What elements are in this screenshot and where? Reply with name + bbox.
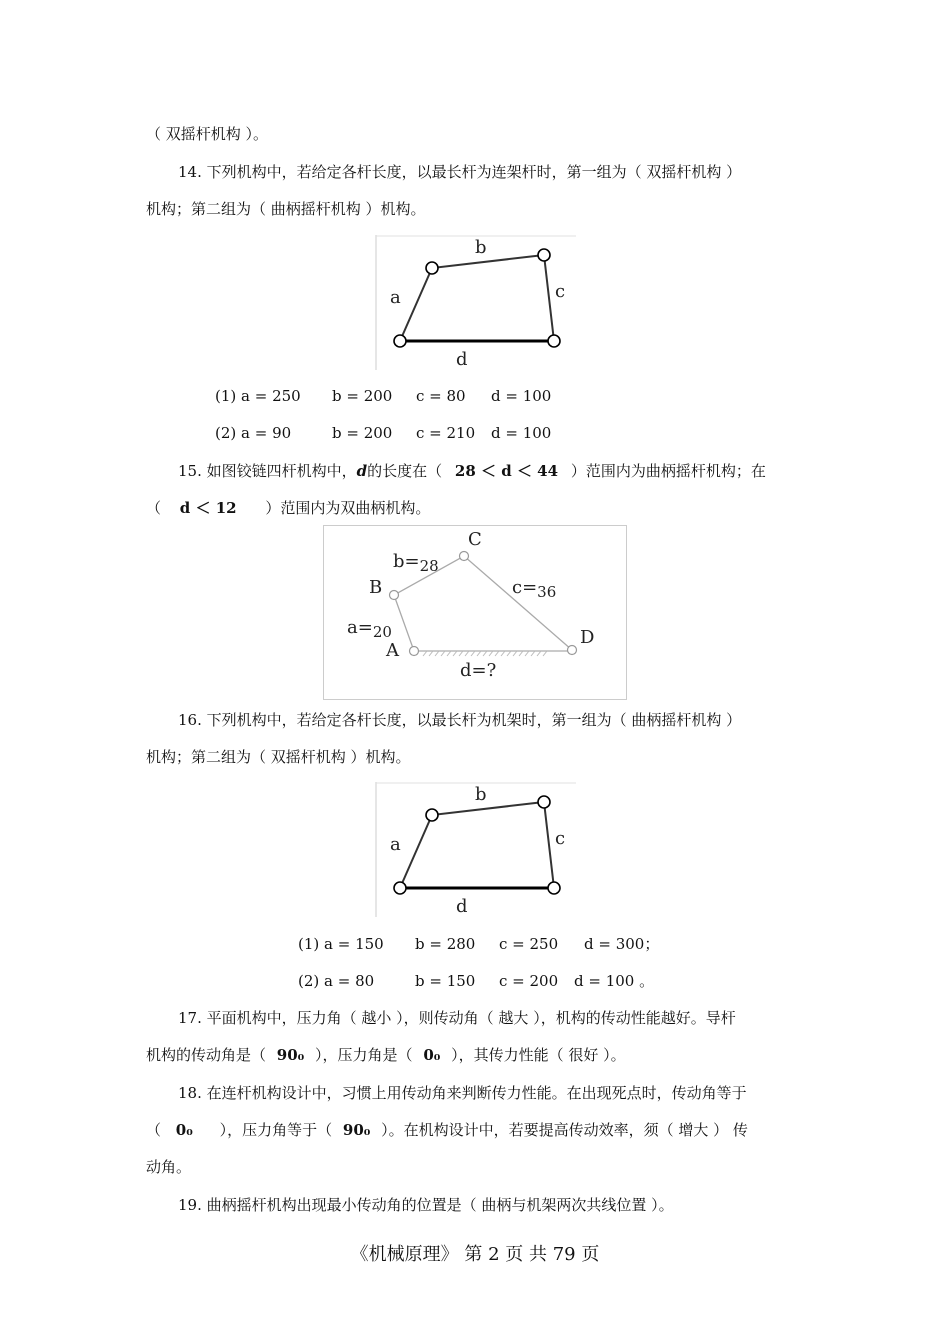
q15-range-crank-rocker: 28 ＜ d ＜ 44 bbox=[454, 462, 559, 480]
g1-a: (1) a = 250 bbox=[215, 387, 301, 405]
fig15-point-A: A bbox=[386, 640, 399, 661]
fig15-label-c: $c=_{36}$ bbox=[512, 577, 557, 601]
g2-d: d = 100 bbox=[491, 424, 552, 442]
g1-d: d = 100 bbox=[491, 387, 552, 405]
g2-b: b = 150 bbox=[415, 972, 476, 990]
q14-line2: 机构；第二组为（ 曲柄摇杆机构 ）机构。 bbox=[146, 200, 426, 218]
four-bar-figure-14 bbox=[374, 235, 576, 370]
q16-line1: 16. 下列机构中，若给定各杆长度，以最长杆为机架时，第一组为（ 曲柄摇杆机构 ） bbox=[178, 711, 742, 729]
q19-line: 19. 曲柄摇杆机构出现最小传动角的位置是（ 曲柄与机架两次共线位置 ）。 bbox=[178, 1196, 674, 1214]
fig15-label-b: $b=_{28}$ bbox=[393, 551, 439, 575]
transmission-angle-value: 90₀ bbox=[276, 1046, 305, 1064]
q17-line2 bbox=[146, 1045, 626, 1065]
q17-line1: 17. 平面机构中，压力角（ 越小 ），则传动角（ 越大 ），机构的传动性能越好。导杆 bbox=[178, 1009, 736, 1027]
g2-a: (2) a = 90 bbox=[215, 424, 292, 442]
g2-d: d = 100 。 bbox=[574, 972, 655, 990]
g1-c: c = 80 bbox=[416, 387, 466, 405]
four-bar-figure-15 bbox=[323, 525, 627, 700]
q17b-post: ），其传力性能（ 很好 ）。 bbox=[451, 1046, 626, 1064]
q15-d: d bbox=[356, 462, 368, 480]
g1-a: (1) a = 150 bbox=[298, 935, 384, 953]
answer-line: （ 双摇杆机构 ）。 bbox=[146, 125, 269, 143]
fig16-label-c: c bbox=[555, 828, 566, 849]
fig16-label-d: d bbox=[456, 896, 468, 917]
fig15-point-C: C bbox=[468, 529, 482, 550]
g2-c: c = 200 bbox=[499, 972, 559, 990]
q15-mid: 的长度在（ bbox=[367, 462, 443, 480]
fig16-label-a: a bbox=[390, 834, 401, 855]
q18-line2 bbox=[146, 1120, 748, 1140]
q15-pre: 15. 如图铰链四杆机构中， bbox=[178, 462, 357, 480]
fig14-label-c: c bbox=[555, 281, 566, 302]
q18b-mid: ），压力角等于（ bbox=[219, 1121, 333, 1139]
dead-point-pressure-angle: 90₀ bbox=[342, 1121, 371, 1139]
q15-range-double-crank: d ＜ 12 bbox=[179, 499, 237, 517]
fig14-label-a: a bbox=[390, 287, 401, 308]
fig16-label-b: b bbox=[475, 784, 487, 805]
pressure-angle-value: 0₀ bbox=[423, 1046, 441, 1064]
q15-post: ）范围内为曲柄摇杆机构；在 bbox=[570, 462, 766, 480]
fig15-point-D: D bbox=[580, 627, 595, 648]
q15-line2 bbox=[146, 498, 430, 518]
four-bar-figure-16 bbox=[374, 782, 576, 917]
fig15-label-a: $a=_{20}$ bbox=[347, 617, 392, 641]
q18-line3: 动角。 bbox=[146, 1158, 192, 1176]
q17b-pre: 机构的传动角是（ bbox=[146, 1046, 267, 1064]
g1-c: c = 250 bbox=[499, 935, 559, 953]
fig15-point-B: B bbox=[369, 577, 383, 598]
q18b-pre: （ bbox=[146, 1121, 162, 1139]
fig14-label-d: d bbox=[456, 349, 468, 370]
q15b-pre: （ bbox=[146, 499, 162, 517]
q17b-mid: ），压力角是（ bbox=[315, 1046, 413, 1064]
q15-line1 bbox=[178, 461, 766, 481]
g2-c: c = 210 bbox=[416, 424, 476, 442]
g2-a: (2) a = 80 bbox=[298, 972, 375, 990]
q15b-post: ）范围内为双曲柄机构。 bbox=[265, 499, 431, 517]
dead-point-transmission-angle: 0₀ bbox=[175, 1121, 193, 1139]
q18b-post: ）。在机构设计中，若要提高传动效率，须（ 增大 ） 传 bbox=[381, 1121, 748, 1139]
page-footer: 《机械原理》 第 2 页 共 79 页 bbox=[350, 1244, 600, 1265]
q14-line1: 14. 下列机构中，若给定各杆长度，以最长杆为连架杆时，第一组为（ 双摇杆机构 ） bbox=[178, 163, 742, 181]
g2-b: b = 200 bbox=[332, 424, 393, 442]
fig14-label-b: b bbox=[475, 237, 487, 258]
q18-line1: 18. 在连杆机构设计中，习惯上用传动角来判断传力性能。在出现死点时，传动角等于 bbox=[178, 1084, 747, 1102]
g1-d: d = 300； bbox=[584, 935, 660, 953]
g1-b: b = 200 bbox=[332, 387, 393, 405]
g1-b: b = 280 bbox=[415, 935, 476, 953]
q16-line2: 机构；第二组为（ 双摇杆机构 ）机构。 bbox=[146, 748, 411, 766]
fig15-label-d: d=? bbox=[460, 660, 497, 681]
